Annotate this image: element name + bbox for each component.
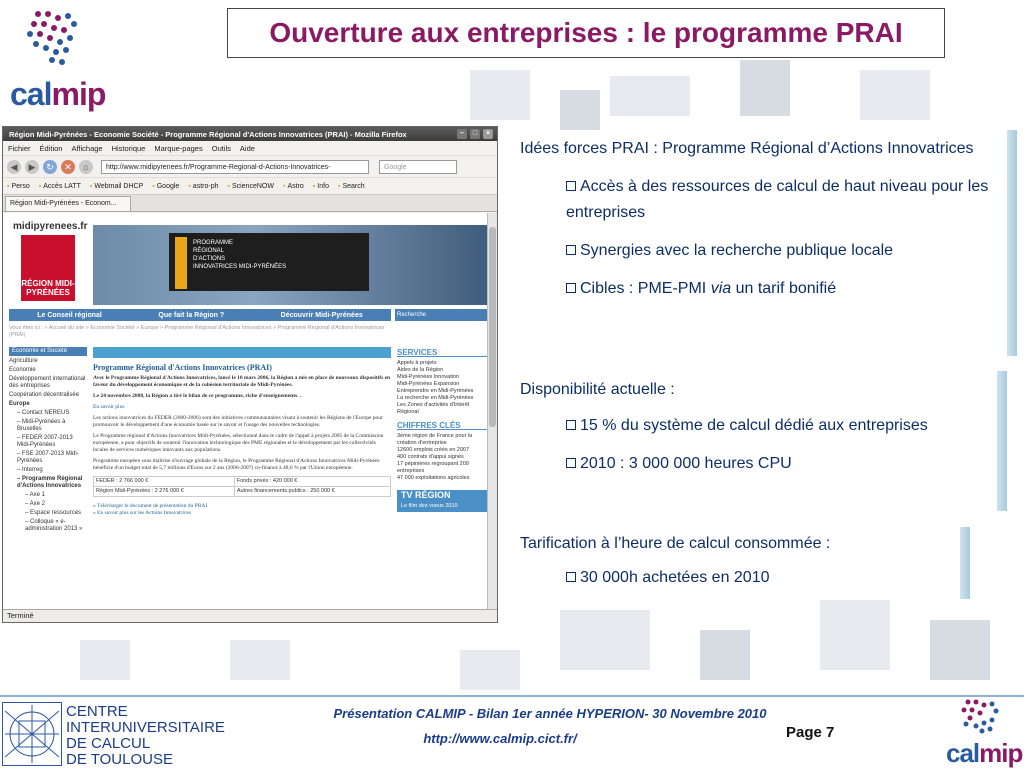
prai-line: PROGRAMME — [193, 240, 234, 246]
calmip-logo-word — [946, 738, 1022, 768]
breadcrumb: Vous êtes ici : » Accueil du site » Economie Société » Europe » Programme Régional d'Actions Innovatrices » Programme Régional d'Actions Innovatrices (PRAI) — [9, 325, 385, 338]
checkbox-bullet-icon — [566, 420, 576, 430]
status-bar: Terminé — [3, 609, 497, 622]
prai-line: D'ACTIONS — [193, 256, 226, 262]
cict-name — [66, 704, 225, 768]
key-figures-head: CHIFFRES CLÉS — [397, 422, 489, 430]
bookmark-info[interactable]: ▪ Info — [313, 183, 329, 190]
table-cell: Fonds privés : 420 000 € — [234, 477, 390, 487]
bookmark-google[interactable]: ▪ Google — [152, 183, 179, 190]
bookmark-webmail[interactable]: ▪ Webmail DHCP — [90, 183, 143, 190]
bookmark-acces-latt[interactable]: ▪ Accès LATT — [39, 183, 81, 190]
logo-word-mip: mip — [979, 738, 1023, 768]
footer-url[interactable]: http://www.calmip.cict.fr/ — [423, 731, 577, 746]
calmip-logo-dots — [944, 698, 1014, 742]
calmip-logo-dots — [8, 8, 98, 72]
left-menu-item[interactable]: – Midi-Pyrénées à Bruxelles — [17, 419, 66, 432]
article-title: Programme Régional d'Actions Innovatrices (PRAI) — [93, 363, 272, 372]
scrollbar-thumb[interactable] — [489, 227, 496, 427]
bg-block — [230, 640, 290, 680]
tv-region-head[interactable]: TV RÉGION — [397, 490, 489, 501]
cict-line: DE TOULOUSE — [66, 751, 173, 768]
bg-block — [460, 650, 520, 690]
checkbox-bullet-icon — [566, 458, 576, 468]
left-menu-item[interactable]: Développement international des entreprises — [9, 376, 86, 389]
site-logo[interactable]: midipyrenees.fr — [13, 221, 88, 232]
bullet-text: 30 000h achetées en 2010 — [580, 569, 770, 586]
bg-block — [560, 610, 650, 670]
main-topbar — [93, 347, 391, 358]
left-menu-item[interactable]: Coopération décentralisée — [9, 392, 80, 398]
ideas-panel — [512, 130, 1007, 356]
left-menu-item[interactable]: – FSE 2007-2013 Midi-Pyrénées — [17, 451, 79, 464]
webpage — [3, 213, 489, 611]
site-main — [93, 347, 391, 521]
calmip-logo-top — [8, 8, 118, 112]
menu-aide[interactable]: Aide — [239, 143, 255, 153]
availability-bullet — [520, 413, 997, 439]
logo-word-cal: cal — [946, 738, 980, 768]
stop-icon[interactable]: ✕ — [61, 160, 75, 174]
availability-head: Disponibilité actuelle : — [520, 381, 675, 398]
site-search[interactable]: Recherche — [395, 309, 487, 321]
prai-line: RÉGIONAL — [193, 248, 225, 254]
download-link[interactable]: » Télécharger le document de présentation du PRAI — [93, 503, 208, 509]
url-bar[interactable]: http://www.midipyrenees.fr/Programme-Regional-d-Actions-Innovatrices- — [101, 160, 369, 174]
home-icon[interactable]: ⌂ — [79, 160, 93, 174]
bg-block — [470, 70, 530, 120]
table-cell: Région Midi-Pyrénées : 2 276 000 € — [94, 487, 235, 497]
menu-affichage[interactable]: Affichage — [71, 143, 103, 153]
footer-presentation: Présentation CALMIP - Bilan 1er année HYPERION- 30 Novembre 2010 — [333, 706, 767, 721]
services-head: SERVICES — [397, 349, 489, 357]
left-menu-item[interactable]: Europe — [9, 401, 30, 407]
bookmarks-toolbar — [3, 178, 497, 195]
page-number: Page 7 — [786, 724, 835, 741]
bookmark-perso[interactable]: ▪ Perso — [7, 183, 30, 190]
article-p: Le Programme régional d'Actions Innovatrices Midi-Pyrénées, sélectionné dans le cadre de l'appel à projets 2005 de la Commission européenne, a pour objectifs de soutenir l'innovation technologique des PME régionales et le développement par les collectivités locales de services numériques innovants aux populations. — [93, 433, 384, 453]
bg-block — [610, 76, 690, 116]
service-link[interactable]: Aides de la Région — [397, 367, 444, 373]
maximize-icon[interactable]: □ — [470, 129, 480, 139]
close-icon[interactable]: × — [483, 129, 493, 139]
menu-fichier[interactable]: Fichier — [8, 143, 31, 153]
table-row — [94, 477, 391, 487]
bookmark-sciencenow[interactable]: ▪ ScienceNOW — [227, 183, 274, 190]
ideas-bullet — [520, 174, 1007, 226]
left-menu-head: Economie et Société — [9, 347, 87, 356]
funding-table — [93, 476, 391, 497]
left-menu-item[interactable]: – Contact NEREUS — [17, 410, 70, 416]
back-icon[interactable]: ◀ — [7, 160, 21, 174]
ideas-bullet — [520, 276, 1007, 302]
left-menu-item[interactable]: Agriculture — [9, 358, 38, 364]
nav-region[interactable]: Que fait la Région ? — [158, 311, 225, 319]
pricing-head: Tarification à l’heure de calcul consommée : — [520, 535, 831, 552]
panel-edge — [997, 371, 1007, 511]
menu-edition[interactable]: Édition — [39, 143, 63, 153]
site-left-menu — [9, 347, 87, 535]
left-menu-item[interactable]: – Axe 1 — [25, 492, 46, 498]
bookmark-search[interactable]: ▪ Search — [338, 183, 365, 190]
menu-outils[interactable]: Outils — [211, 143, 231, 153]
left-menu-item[interactable]: – Interreg — [17, 467, 43, 473]
pricing-panel — [512, 527, 960, 599]
service-link[interactable]: Appels à projets — [397, 360, 437, 366]
cict-line: DE CALCUL — [66, 735, 151, 752]
service-link[interactable]: Midi-Pyrénées Expansion — [397, 381, 460, 387]
table-row — [94, 487, 391, 497]
browser-navbar — [3, 156, 497, 178]
left-menu-item[interactable]: Economie — [9, 367, 36, 373]
more-link[interactable]: » En savoir plus sur les Actions Innovatrices — [93, 510, 191, 516]
bookmark-astro[interactable]: ▪ Astro — [283, 183, 304, 190]
availability-bullet — [520, 451, 997, 477]
prai-bar — [175, 237, 187, 289]
slide-title: Ouverture aux entreprises : le programme PRAI — [269, 17, 903, 48]
prai-line: INNOVATRICES MIDI-PYRÉNÉES — [193, 264, 287, 270]
left-menu-item[interactable]: – Colloque « e-administration 2013 » — [25, 519, 83, 532]
browser-window — [2, 126, 498, 623]
browser-tab[interactable]: Région Midi-Pyrénées - Econom... — [5, 196, 131, 211]
cict-logo-figure — [3, 703, 61, 765]
service-link[interactable]: Midi-Pyrénées Innovation — [397, 374, 460, 380]
slide-title-box — [227, 8, 945, 58]
nav-conseil[interactable]: Le Conseil régional — [37, 311, 102, 319]
forward-icon[interactable]: ▶ — [25, 160, 39, 174]
article-lead: Avec le Programme Régional d'Actions Innovatrices, lancé le 10 mars 2006, la Région a mis en place de nouveaux dispositifs en faveur du développement économique et de la cohésion territoriale de Midi-Pyrénées. — [93, 375, 391, 388]
scrollbar[interactable] — [487, 213, 497, 611]
left-menu-item[interactable]: – Espace ressources — [25, 510, 82, 516]
key-figure[interactable]: 400 contrats d'appui signés — [397, 454, 464, 460]
availability-panel — [512, 371, 997, 511]
site-banner — [9, 219, 487, 305]
key-figure[interactable]: 12600 emplois créés en 2007 — [397, 447, 470, 453]
bg-block — [700, 630, 750, 680]
bullet-text: Synergies avec la recherche publique locale — [580, 242, 894, 259]
footer-divider — [0, 695, 1024, 697]
prai-banner — [169, 233, 369, 291]
region-badge: RÉGION MIDI-PYRÉNÉES — [21, 235, 75, 301]
browser-menubar — [3, 141, 497, 156]
ideas-head: Idées forces PRAI : Programme Régional d’Actions Innovatrices — [520, 140, 974, 157]
calmip-logo-word — [10, 76, 105, 113]
left-menu-item[interactable]: – FEDER 2007-2013 Midi-Pyrénées — [17, 435, 73, 448]
bullet-text: 15 % du système de calcul dédié aux entreprises — [580, 417, 928, 434]
left-menu-item[interactable]: – Programme Régional d'Actions Innovatrices — [17, 476, 83, 489]
service-link[interactable]: Les Zones d'activités d'Intérêt Régional — [397, 402, 470, 415]
left-menu-item[interactable]: – Axe 2 — [25, 501, 46, 507]
bullet-text: 2010 : 3 000 000 heures CPU — [580, 455, 792, 472]
cict-line: INTERUNIVERSITAIRE — [66, 719, 225, 736]
bg-block — [740, 60, 790, 116]
search-input[interactable]: Google — [379, 160, 457, 174]
tv-region-item[interactable]: Le film des voeux 2010 — [397, 501, 489, 512]
bg-block — [560, 90, 600, 130]
service-link[interactable]: La recherche en Midi-Pyrénées — [397, 395, 474, 401]
checkbox-bullet-icon — [566, 181, 576, 191]
bg-block — [930, 620, 990, 680]
article-more-link[interactable]: En savoir plus — [93, 404, 125, 410]
bullet-text: Accès à des ressources de calcul de haut niveau pour les entreprises — [566, 178, 989, 221]
logo-word-cal: cal — [10, 76, 52, 112]
bg-block — [80, 640, 130, 680]
cict-logo — [2, 702, 62, 766]
article-p: Programme européen sous maîtrise d'ouvrage globale de la Région, le Programme Régional d'Actions Innovatrices Midi-Pyrénées bénéficie d'un budget total de 5,7 millions d'Euros sur 2 ans (2006-2007) co-financé à 48,6 % par l'Union européenne. — [93, 458, 380, 471]
calmip-logo-bottom — [944, 698, 1024, 768]
bullet-text: un tarif bonifié — [731, 280, 837, 297]
cict-line: CENTRE — [66, 703, 128, 720]
bg-block — [860, 70, 930, 120]
bullet-emphasis: via — [710, 280, 732, 297]
service-link[interactable]: Entreprendre en Midi-Pyrénées — [397, 388, 474, 394]
pricing-bullet — [520, 565, 960, 591]
logo-word-mip: mip — [51, 76, 106, 112]
browser-titlebar — [3, 127, 497, 141]
table-cell: FEDER : 2 766 000 € — [94, 477, 235, 487]
site-nav — [9, 309, 391, 321]
minimize-icon[interactable]: – — [457, 129, 467, 139]
window-title: Région Midi-Pyrénées - Economie Société - Programme Régional d'Actions Innovatrices (PRAI) - Mozilla Firefox — [9, 129, 407, 139]
key-figure[interactable]: 47 000 exploitations agricoles — [397, 475, 470, 481]
checkbox-bullet-icon — [566, 245, 576, 255]
article-p: Les actions innovatrices du FEDER (2000-2006) sont des initiatives communautaires visant à soutenir les Régions de l'Europe pour promouvoir le développement d'une économie basée sur le savoir et l'usage des nouvelles technologies. — [93, 415, 383, 428]
bullet-text: Cibles : PME-PMI — [580, 280, 711, 297]
bookmark-astro-ph[interactable]: ▪ astro-ph — [188, 183, 218, 190]
ideas-bullet — [520, 238, 1007, 264]
key-figure[interactable]: 17 pépinières regroupant 209 entreprises — [397, 461, 469, 474]
bg-block — [820, 600, 890, 670]
article-p: Le 24 novembre 2008, la Région a tiré le bilan de ce programme, riche d'enseignements. . — [93, 393, 302, 399]
site-right-column — [397, 347, 489, 512]
table-cell: Autres financements publics : 250 000 € — [234, 487, 390, 497]
nav-decouvrir[interactable]: Découvrir Midi-Pyrénées — [280, 311, 363, 319]
panel-edge — [1007, 130, 1017, 356]
key-figure[interactable]: 3ème région de France pour la création d'entreprise — [397, 433, 473, 446]
menu-historique[interactable]: Historique — [111, 143, 146, 153]
tab-bar — [3, 195, 497, 212]
panel-edge — [960, 527, 970, 599]
reload-icon[interactable]: ↻ — [43, 160, 57, 174]
checkbox-bullet-icon — [566, 572, 576, 582]
menu-marque-pages[interactable]: Marque-pages — [154, 143, 203, 153]
checkbox-bullet-icon — [566, 283, 576, 293]
